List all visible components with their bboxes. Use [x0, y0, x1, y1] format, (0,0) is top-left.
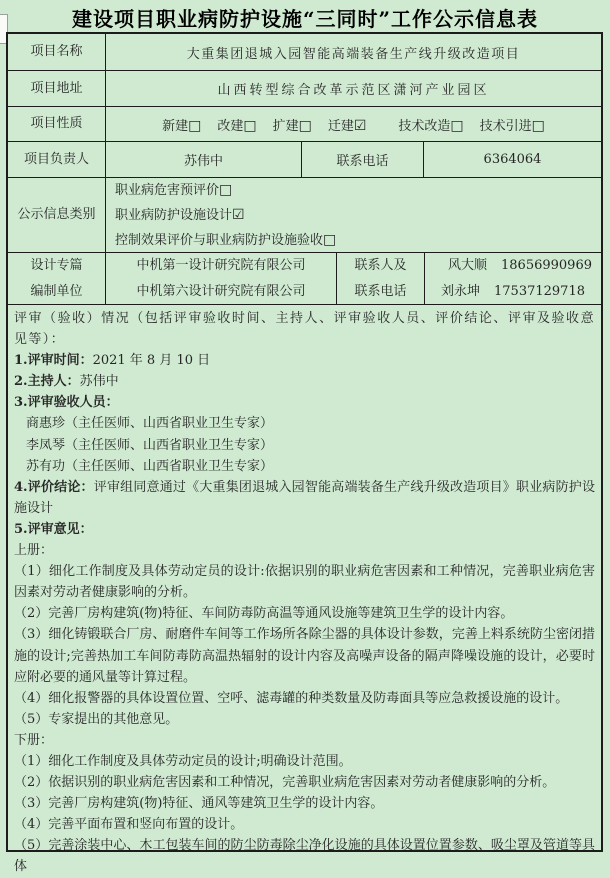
- nature-option-tech-import: 技术引进□: [479, 117, 545, 134]
- category-option-effect-acceptance: 控制效果评价与职业病防护设施验收□: [115, 231, 337, 248]
- checkbox-unchecked-icon: □: [219, 181, 233, 198]
- design-company-1: 中机第一设计研究院有限公司: [136, 257, 306, 273]
- project-address-value: 山西转型综合改革示范区潇河产业园区: [217, 83, 490, 98]
- row-project-name: [8, 34, 601, 71]
- review-heading: 评审（验收）情况（包括评审验收时间、主持人、评审验收人员、评价结论、评审及验收意见等）：: [14, 311, 595, 348]
- checkbox-unchecked-icon: □: [323, 231, 337, 248]
- row-project-manager: [8, 142, 601, 178]
- checkbox-checked-icon: ☑: [353, 117, 367, 134]
- row-design-units: [8, 253, 601, 305]
- project-name-value: 大重集团退城入园智能高端装备生产线升级改造项目: [186, 46, 521, 62]
- design-company-2: 中机第六设计研究院有限公司: [136, 283, 306, 299]
- info-category-options: [106, 178, 601, 252]
- row-project-address: [8, 71, 601, 107]
- row-review-details: [8, 305, 601, 875]
- checkbox-unchecked-icon: □: [531, 117, 545, 134]
- review-staff-3: 苏有功（主任医师、山西省职业卫生专家）: [26, 458, 274, 474]
- review-conclusion: 4.评价结论：评审组同意通过《大重集团退城入园智能高端装备生产线升级改造项目》职业病防护设施设计: [14, 479, 595, 516]
- design-companies: [106, 253, 337, 304]
- checkbox-checked-icon: ☑: [232, 206, 245, 223]
- volume1-label: 上册：: [14, 543, 54, 559]
- project-nature-options: [106, 107, 601, 141]
- design-contact-2: [441, 279, 585, 305]
- volume1-item-4: （4）细化报警器的具体设置位置、空呼、滤毒罐的种类数量及防毒面具等应急救援设施的设计。: [14, 690, 569, 706]
- category-option-pre-evaluation: 职业病危害预评价□: [115, 181, 233, 198]
- volume2-item-5: （5）完善涂装中心、木工包装车间的防尘防毒除尘净化设施的具体设置位置参数、吸尘罩及管道等具体: [14, 838, 595, 875]
- manager-phone-value: 6364064: [483, 152, 542, 167]
- checkbox-unchecked-icon: □: [298, 117, 312, 134]
- project-manager-label: 项目负责人: [8, 142, 106, 177]
- volume2-label: 下册：: [14, 732, 54, 748]
- volume2-item-4: （4）完善平面布置和竖向布置的设计。: [14, 817, 244, 833]
- review-opinions-label: 5.评审意见：: [14, 521, 93, 537]
- review-staff-2: 李凤琴（主任医师、山西省职业卫生专家）: [26, 437, 274, 453]
- project-name-label: 项目名称: [8, 34, 106, 70]
- project-manager-value: 苏伟中: [106, 142, 302, 177]
- page-title: 建设项目职业病防护设施“三同时”工作公示信息表: [71, 7, 538, 31]
- info-category-label: 公示信息类别: [8, 178, 106, 252]
- nature-option-relocate: 迁建☑: [327, 117, 367, 134]
- checkbox-unchecked-icon: □: [450, 117, 464, 134]
- design-units-label: 设计专篇 编制单位: [8, 253, 106, 304]
- publicity-info-table: [6, 32, 603, 875]
- volume1-item-5: （5）专家提出的其他意见。: [14, 711, 179, 727]
- checkbox-unchecked-icon: □: [243, 117, 257, 134]
- nature-option-expand: 扩建□: [272, 117, 312, 134]
- category-option-facility-design: 职业病防护设施设计☑: [115, 206, 245, 223]
- nature-option-new: 新建□: [162, 117, 202, 134]
- review-host: 2.主持人：苏伟中: [14, 374, 119, 390]
- design-contact-1: [434, 253, 592, 279]
- review-time: 1.评审时间：2021 年 8 月 10 日: [14, 353, 211, 369]
- volume2-item-1: （1）细化工作制度及具体劳动定员的设计;明确设计范围。: [14, 753, 352, 769]
- row-info-category: [8, 178, 601, 253]
- review-staff-1: 商惠珍（主任医师、山西省职业卫生专家）: [26, 416, 274, 432]
- checkbox-unchecked-icon: □: [188, 117, 202, 134]
- nature-option-tech-upgrade: 技术改造□: [398, 117, 464, 134]
- review-details: [8, 305, 601, 875]
- volume2-item-2: （2）依据识别的职业病危害因素和工种情况，完善职业病危害因素对劳动者健康影响的分析。: [14, 775, 556, 791]
- contact-1-name: 风大顺: [448, 257, 488, 273]
- contact-2-phone: 17537129718: [494, 283, 585, 299]
- design-contacts: [425, 253, 601, 304]
- volume1-item-2: （2）完善厂房构建筑(物)特征、车间防毒防高温等通风设施等建筑卫生学的设计内容。: [14, 606, 514, 622]
- review-staff-label: 3.评审验收人员：: [14, 395, 119, 411]
- volume1-item-1: （1）细化工作制度及具体劳动定员的设计:依据识别的职业病危害因素和工种情况，完善职业病危害因素对劳动者健康影响的分析。: [14, 564, 595, 601]
- volume2-item-3: （3）完善厂房构建筑(物)特征、通风等建筑卫生学的设计内容。: [14, 796, 384, 812]
- nature-option-rebuild: 改建□: [217, 117, 257, 134]
- project-nature-label: 项目性质: [8, 107, 106, 141]
- manager-phone-label: 联系电话: [302, 142, 424, 177]
- volume1-item-3: （3）细化铸锻联合厂房、耐磨件车间等工作场所各除尘器的具体设计参数，完善上料系统防尘密闭措施的设计;完善热加工车间防毒防高温热辐射的设计内容及高噪声设备的隔声降噪设施的设计，必要时应附必要的通风量等计算过程。: [14, 627, 595, 685]
- contact-1-phone: 18656990969: [501, 257, 592, 273]
- design-contact-label: 联系人及 联系电话: [337, 253, 425, 304]
- project-address-label: 项目地址: [8, 71, 106, 106]
- row-project-nature: [8, 107, 601, 142]
- contact-2-name: 刘永坤: [441, 283, 481, 299]
